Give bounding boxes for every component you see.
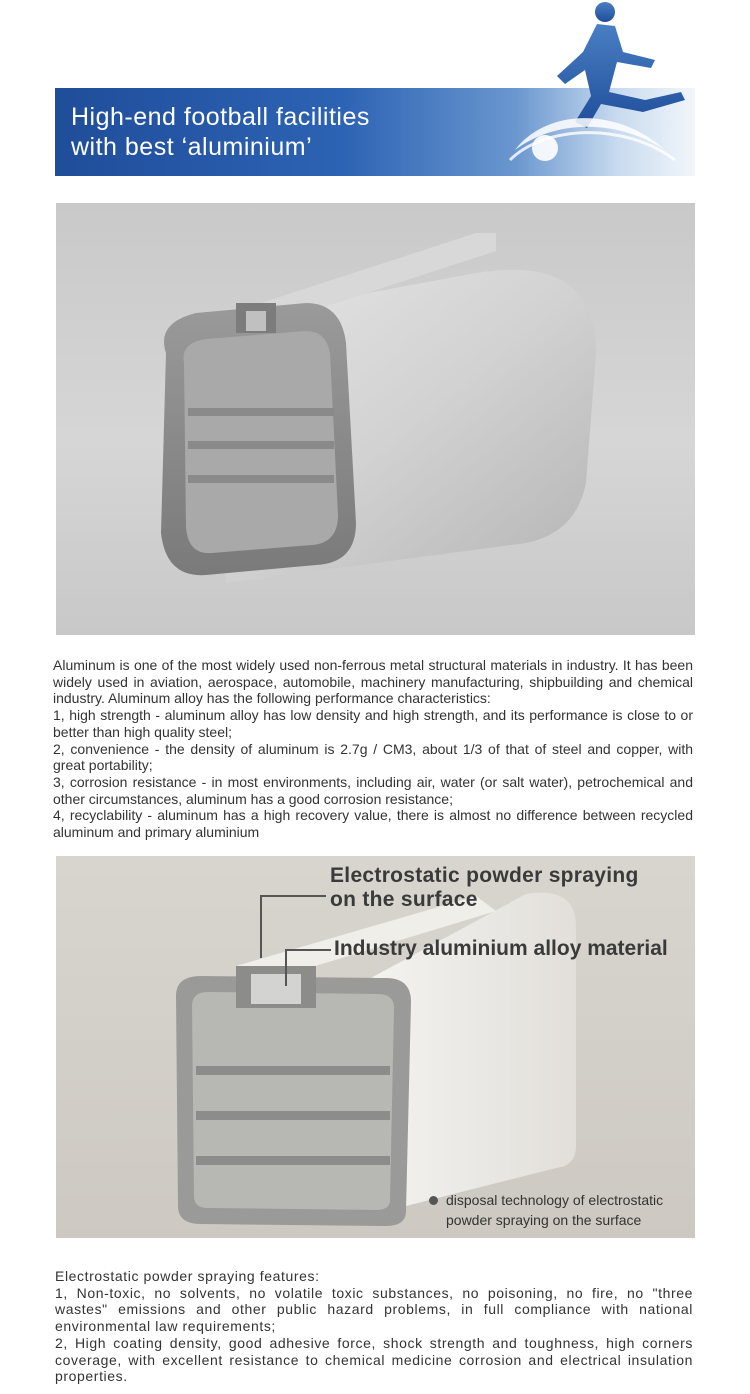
intro-line-2: 1, high strength - aluminum alloy has low density and high strength, and its performance is close to or better than high quality steel;	[53, 707, 693, 740]
features-heading: Electrostatic powder spraying features:	[55, 1268, 320, 1284]
callout-powder-spraying-line-1: Electrostatic powder spraying	[330, 864, 639, 887]
callout-powder-spraying-line-2: on the surface	[330, 888, 478, 911]
banner-title	[71, 102, 370, 162]
spraying-note	[446, 1190, 663, 1230]
features-line-1: 1, Non-toxic, no solvents, no volatile toxic substances, no poisoning, no fire, no "three wastes" emissions and other public hazard problems, in full compliance with national environmental law requirements;	[55, 1284, 693, 1335]
spraying-note-line-2: powder spraying on the surface	[446, 1212, 642, 1228]
callout-alloy-material: Industry aluminium alloy material	[334, 937, 668, 960]
features-line-2: 2, High coating density, good adhesive force, shock strength and toughness, high corners coverage, with excellent resistance to chemical medicine corrosion and electrical insulation properties.	[55, 1334, 693, 1385]
aluminium-profile-image	[56, 203, 695, 635]
bullet-icon	[429, 1196, 438, 1205]
callout-powder-spraying	[330, 864, 639, 912]
banner-title-line-2: with best ‘aluminium’	[71, 133, 313, 161]
intro-line-5: 4, recyclability - aluminum has a high recovery value, there is almost no difference between recycled aluminum and primary aluminium	[53, 807, 693, 841]
coated-profile-image	[56, 856, 695, 1238]
spraying-features-text	[55, 1268, 693, 1385]
football-player-icon	[505, 0, 695, 175]
banner-title-line-1: High-end football facilities	[71, 103, 370, 131]
intro-line-4: 3, corrosion resistance - in most environments, including air, water (or salt water), petrochemical and other circumstances, aluminum has a good corrosion resistance;	[53, 773, 693, 807]
intro-line-1: Aluminum is one of the most widely used non-ferrous metal structural materials in industry. It has been widely used in aviation, aerospace, automobile, machinery manufacturing, shipbuilding and chemical industry. Aluminum alloy has the following performance characteristics:	[53, 657, 693, 707]
coated-profile-drawing	[56, 856, 695, 1238]
intro-line-3: 2, convenience - the density of aluminum is 2.7g / CM3, about 1/3 of that of steel and copper, with great portability;	[53, 740, 693, 774]
spraying-note-line-1: disposal technology of electrostatic	[446, 1192, 664, 1208]
aluminium-profile-drawing	[56, 203, 695, 635]
aluminium-intro-text	[53, 657, 693, 841]
